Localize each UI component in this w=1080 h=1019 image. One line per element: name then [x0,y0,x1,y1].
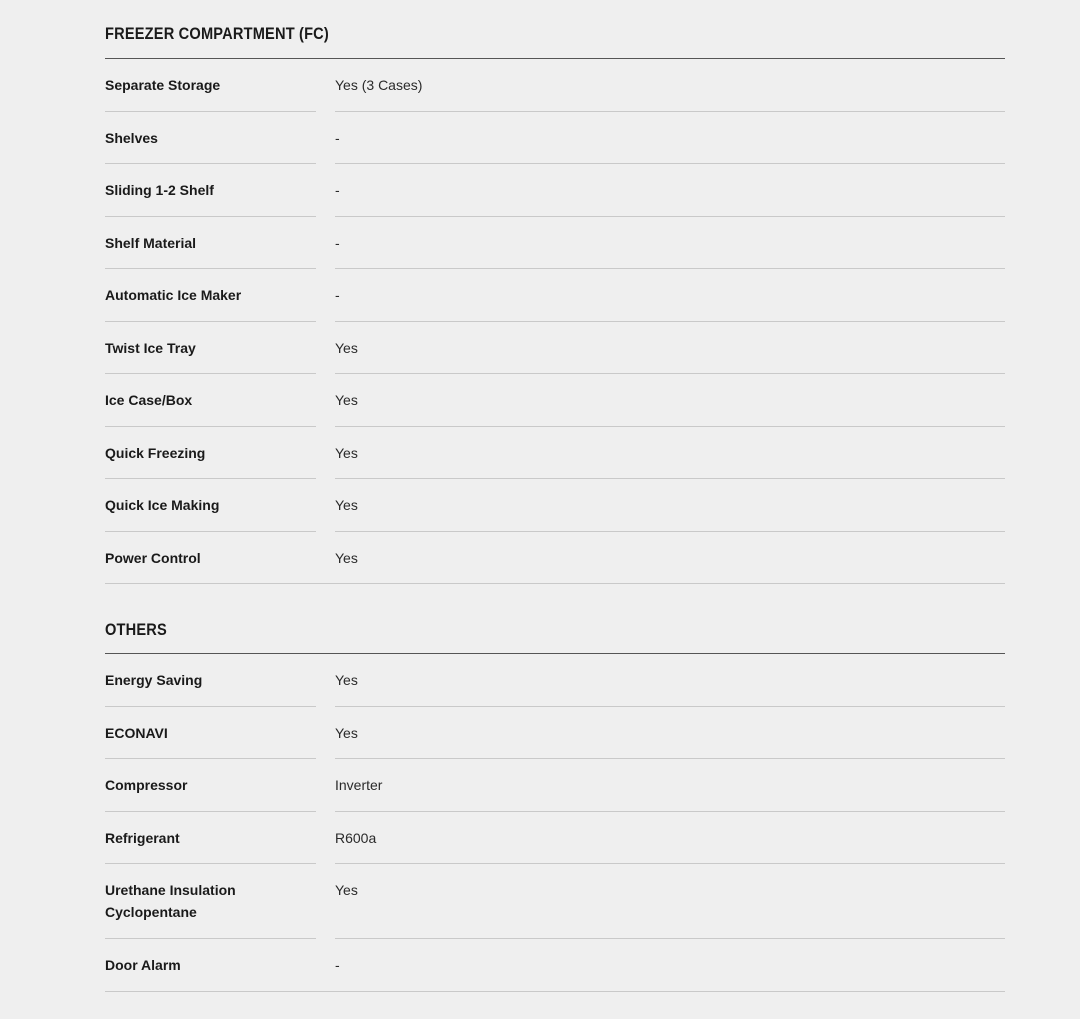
spec-row-shelf-material [105,217,1005,270]
spec-value: Yes [335,532,1005,585]
spec-value: Yes [335,707,1005,760]
spec-row-ice-case-box [105,374,1005,427]
spec-label: Ice Case/Box [105,374,316,427]
spec-value: Yes [335,374,1005,427]
spec-row-automatic-ice-maker [105,269,1005,322]
spec-row-compressor [105,759,1005,812]
spec-row-quick-ice-making [105,479,1005,532]
freezer-compartment-section [105,0,1005,584]
spec-value: - [335,217,1005,270]
spec-row-energy-saving [105,654,1005,707]
spec-label: Refrigerant [105,812,316,865]
spec-value: - [335,939,1005,992]
spec-value: Inverter [335,759,1005,812]
spec-label: Door Alarm [105,939,316,992]
spec-value: Yes [335,322,1005,375]
spec-label: Quick Freezing [105,427,316,480]
spec-row-refrigerant [105,812,1005,865]
others-section [105,584,1005,992]
spec-value: Yes [335,479,1005,532]
spec-value: Yes [335,427,1005,480]
spec-container [105,0,1005,992]
spec-row-sliding-shelf [105,164,1005,217]
spec-label: Compressor [105,759,316,812]
spec-label: Quick Ice Making [105,479,316,532]
spec-value: R600a [335,812,1005,865]
spec-label: Shelf Material [105,217,316,270]
spec-label: Energy Saving [105,654,316,707]
spec-row-econavi [105,707,1005,760]
spec-label: Twist Ice Tray [105,322,316,375]
spec-row-shelves [105,112,1005,165]
spec-value: - [335,269,1005,322]
others-section-title: OTHERS [105,620,167,639]
spec-label: Power Control [105,532,316,585]
spec-label: Urethane Insulation Cyclopentane [105,864,316,939]
spec-row-power-control [105,532,1005,585]
spec-value: Yes [335,864,1005,939]
spec-row-door-alarm [105,939,1005,992]
freezer-section-title: FREEZER COMPARTMENT (FC) [105,24,329,43]
spec-label: Shelves [105,112,316,165]
spec-value: - [335,112,1005,165]
spec-label: Sliding 1-2 Shelf [105,164,316,217]
spec-row-separate-storage [105,59,1005,112]
spec-row-quick-freezing [105,427,1005,480]
spec-row-twist-ice-tray [105,322,1005,375]
spec-row-urethane-insulation [105,864,1005,939]
spec-value: Yes (3 Cases) [335,59,1005,112]
freezer-section-header [105,0,1005,59]
spec-label: Separate Storage [105,59,316,112]
spec-label: Automatic Ice Maker [105,269,316,322]
others-section-header [105,584,1005,654]
spec-value: Yes [335,654,1005,707]
spec-value: - [335,164,1005,217]
spec-label: ECONAVI [105,707,316,760]
